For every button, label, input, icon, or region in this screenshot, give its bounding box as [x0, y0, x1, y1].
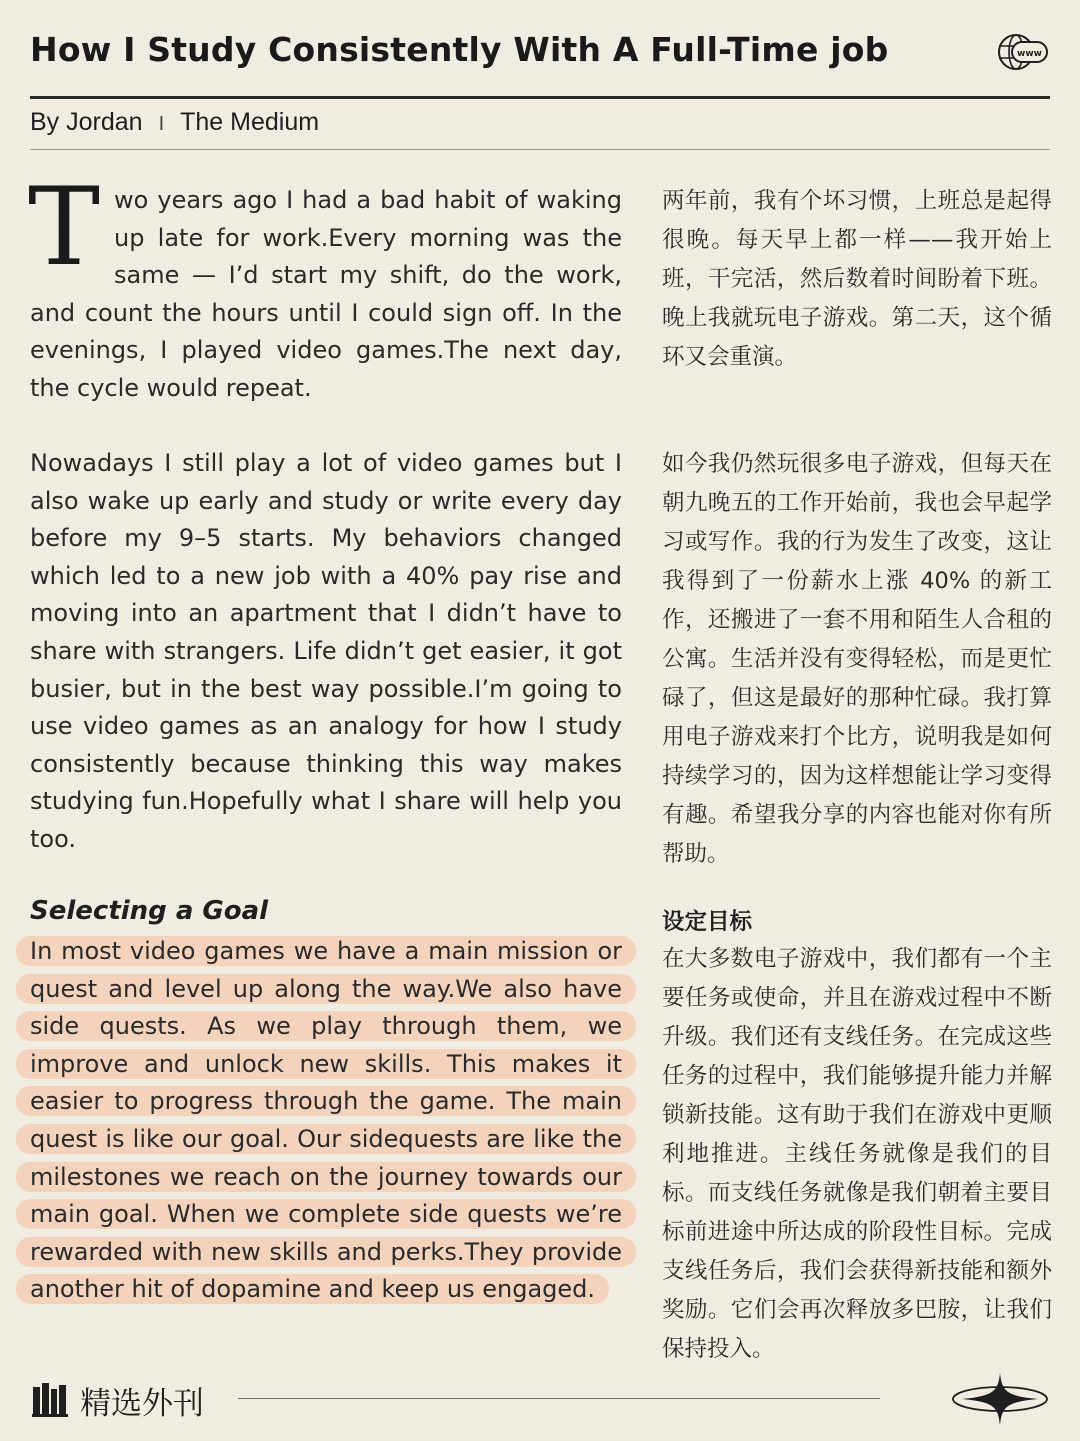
english-paragraph-1-text: wo years ago I had a bad habit of waking up late for work.Every morning was the same — I’d start my shift, do the work, and count the hours until I could sign off. In the evenings, I played video games.The next day, the cycle would repeat. [30, 186, 622, 402]
four-point-star-icon [950, 1371, 1055, 1427]
byline [30, 108, 319, 137]
footer-divider [238, 1398, 880, 1399]
article-title: How I Study Consistently With A Full-Time job [30, 30, 889, 69]
publication: The Medium [180, 108, 320, 136]
english-paragraph-1 [28, 165, 622, 408]
author: By Jordan [30, 108, 143, 136]
english-paragraph-3 [16, 933, 636, 1309]
chinese-paragraph-3: 在大多数电子游戏中，我们都有一个主要任务或使命，并且在游戏过程中不断升级。我们还有支线任务。在完成这些任务的过程中，我们能够提升能力并解锁新技能。这有助于我们在游戏中更顺利地推进。主线任务就像是我们的目标。而支线任务就像是我们朝着主要目标前进途中所达成的阶段性目标。完成支线任务后，我们会获得新技能和额外奖励。它们会再次释放多巴胺，让我们保持投入。 [662, 946, 1052, 1362]
byline-divider [30, 149, 1050, 150]
chinese-section-heading: 设定目标 [662, 909, 753, 935]
english-section-heading: Selecting a Goal [30, 896, 269, 926]
drop-cap: T [28, 165, 101, 290]
books-icon [32, 1381, 68, 1417]
highlighted-text: In most video games we have a main mission or quest and level up along the way.We also have side quests. As we play through them, we improve and unlock new skills. This makes it easier to progress through the game. The main quest is like our goal. Our sidequests are like the milestones we reach on the journey towards our main goal. When we complete side quests we’re rewarded with new skills and perks.They provide another hit of dopamine and keep us engaged. [16, 936, 636, 1304]
svg-text:www: www [1017, 49, 1042, 59]
english-paragraph-2: Nowadays I still play a lot of video games but I also wake up early and study or write every day before my 9–5 starts. My behaviors changed which led to a new job with a 40% pay rise and moving into an apartment that I didn’t have to share with strangers. Life didn’t get easier, it got busier, but in the best way possible.I’m going to use video games as an analogy for how I study consistently because thinking this way makes studying fun.Hopefully what I share will help you too. [30, 449, 622, 853]
byline-separator: I [158, 113, 165, 135]
chinese-paragraph-2: 如今我仍然玩很多电子游戏，但每天在朝九晚五的工作开始前，我也会早起学习或写作。我的行为发生了改变，这让我得到了一份薪水上涨 40% 的新工作，还搬进了一套不用和陌生人合租的公寓。生活并没有变得轻松，而是更忙碌了，但这是最好的那种忙碌。我打算用电子游戏来打个比方，说明我是如何持续学习的，因为这样想能让学习变得有趣。希望我分享的内容也能对你有所帮助。 [662, 451, 1052, 867]
title-divider [30, 96, 1050, 99]
www-globe-icon [996, 32, 1050, 72]
footer-brand: 精选外刊 [80, 1386, 204, 1422]
chinese-paragraph-1: 两年前，我有个坏习惯，上班总是起得很晚。每天早上都一样——我开始上班，干完活，然后数着时间盼着下班。晚上我就玩电子游戏。第二天，这个循环又会重演。 [662, 188, 1052, 370]
